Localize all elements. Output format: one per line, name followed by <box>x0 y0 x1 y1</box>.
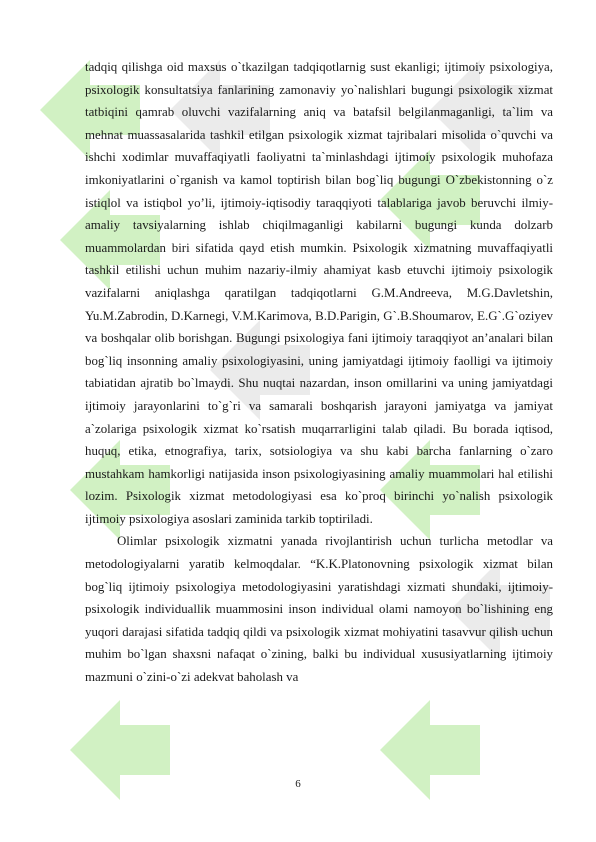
page-number: 6 <box>295 778 301 790</box>
document-body <box>85 56 553 689</box>
paragraph-1: tadqiq qilishga oid maxsus o`tkazilgan tadqiqotlarnig sust ekanligi; ijtimoiy psixologiya, psixologik konsultatsiya fanlarining zamonaviy yo`nalishlari bugungi psixologik xizmat tatbiqini qamrab oluvchi vazifalarning aniq va batafsil belgilanmaganligi, ta`lim va mehnat muassasalarida tashkil etilgan psixologik xizmat tajribalari misolida o`quvchi va ishchi xodimlar muvaffaqiyatli faoliyatni ta`minlashdagi ijtimoiy psixologik muhofaza imkoniyatlarini o`rganish va kamol toptirish bilan bog`liq bugungi O`zbekistonning o`z istiqlol va istiqbol yo’li, ijtimoiy-iqtisodiy taraqqiyoti talablariga javob beruvchi ilmiy-amaliy tavsiyalarning ishlab chiqilmaganligi kabilarni bugungi kunda dolzarb muammolardan biri sifatida qayd etish mumkin. Psixologik xizmatning muvaffaqiyatli tashkil etilishi uchun muhim nazariy-ilmiy ahamiyat kasb etuvchi ijtimoiy psixologik vazifalarni aniqlashga qaratilgan tadqiqotlarni G.M.Andreeva, M.G.Davletshin, Yu.M.Zabrodin, D.Karnegi, V.M.Karimova, B.D.Parigin, G`.B.Shoumarov, E.G`.G`oziyev va boshqalar olib borishgan. Bugungi psixologiya fani ijtimoiy taraqqiyot an’analari bilan bog`liq insonning amaliy psixologiyasini, uning jamiyatdagi ijtimoiy faolligi va ijtimoiy tabiatidan ajratib bo`lmaydi. Shu nuqtai nazardan, inson omillarini va uning jamiyatdagi ijtimoiy jarayonlarini to`g`ri va samarali boshqarish jarayoni jamiyatga va jamiyat a`zolariga psixologik xizmat ko`rsatish muqarrarligini talab qiladi. Bu borada iqtisod, huquq, etika, etnografiya, tarix, sotsiologiya va shu kabi barcha fanlarning o`zaro mustahkam hamkorligi natijasida inson psixologiyasining amaliy muammolari hal etilishi lozim. Psixologik xizmat metodologiyasi esa ko`proq birinchi yo`nalish psixologik ijtimoiy psixologiya asoslari zaminida tarkib toptiriladi. <box>85 60 553 526</box>
paragraph-2: Olimlar psixologik xizmatni yanada rivojlantirish uchun turlicha metodlar va metodologiyalarni yaratib kelmoqdalar. “K.K.Platonovning psixologik xizmat bilan bog`liq ijtimoiy psixologiya metodologiyasini yaratishdagi xizmati shundaki, ijtimoiy-psixologik individuallik muammosini inson individual olami namoyon bo`lishining eng yuqori darajasi sifatida tadqiq qildi va psixologik xizmat mohiyatini tasavvur qilish uchun muhim bo`lgan shaxsni nafaqat o`zining, balki bu individual xususiyatlarning ijtimoiy mazmuni o`zini-o`zi adekvat baholash va <box>85 534 553 685</box>
